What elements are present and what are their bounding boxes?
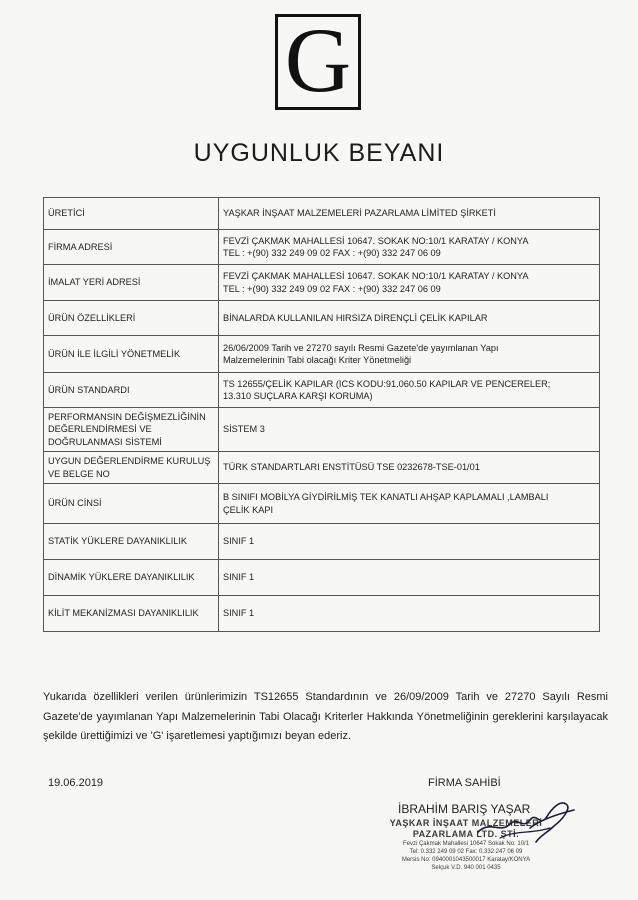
spec-value-line: SINIF 1 bbox=[223, 608, 255, 619]
spec-row-label: UYGUN DEĞERLENDİRME KURULUŞ VE BELGE NO bbox=[44, 452, 219, 484]
spec-row-label: ÜRÜN İLE İLGİLİ YÖNETMELİK bbox=[44, 336, 219, 373]
signer-name: İBRAHİM BARIŞ YAŞAR bbox=[398, 802, 531, 816]
company-owner-label: FİRMA SAHİBİ bbox=[428, 777, 501, 789]
spec-row-value bbox=[219, 484, 600, 524]
spec-row-value bbox=[219, 596, 600, 632]
spec-row-label: PERFORMANSIN DEĞİŞMEZLİĞİNİN DEĞERLENDİRMESİ VE DOĞRULANMASI SİSTEMİ bbox=[44, 408, 219, 452]
spec-row-value bbox=[219, 373, 600, 408]
spec-row bbox=[44, 336, 600, 373]
spec-row bbox=[44, 596, 600, 632]
stamp-line-5: Mersis No: 0940001043500017 Karatay/KONYA bbox=[401, 857, 531, 863]
spec-value-line: 26/06/2009 Tarih ve 27270 sayılı Resmi Gazete'de yayımlanan Yapı bbox=[223, 342, 499, 353]
handwritten-signature bbox=[470, 790, 580, 850]
declaration-date: 19.06.2019 bbox=[48, 777, 104, 789]
spec-row-value bbox=[219, 524, 600, 560]
spec-row-label: ÜRÜN STANDARDI bbox=[44, 373, 219, 408]
spec-row-label: ÜRÜN ÖZELLİKLERİ bbox=[44, 301, 219, 336]
spec-value-line: SİSTEM 3 bbox=[223, 424, 265, 435]
spec-value-line: SINIF 1 bbox=[223, 536, 255, 547]
stamp-line-2: PAZARLAMA LTD. ŞTİ. bbox=[412, 829, 520, 839]
spec-row bbox=[44, 560, 600, 596]
spec-row bbox=[44, 198, 600, 230]
spec-value-line: TS 12655/ÇELİK KAPILAR (ICS KODU:91.060.50 KAPILAR VE PENCERELER; bbox=[223, 378, 551, 389]
spec-value-line: SINIF 1 bbox=[223, 572, 255, 583]
spec-value-line: BİNALARDA KULLANILAN HIRSIZA DİRENÇLİ ÇELİK KAPILAR bbox=[223, 312, 488, 323]
stamp-line-3: Fevzi Çakmak Mahallesi 10647 Sokak No: 10/1 bbox=[402, 841, 530, 847]
spec-value-line: TEL : +(90) 332 249 09 02 FAX : +(90) 332 247 06 09 bbox=[223, 283, 441, 294]
stamp-line-1: YAŞKAR İNŞAAT MALZEMELERİ bbox=[389, 818, 543, 828]
stamp-line-6: Selçuk V.D. 940 001 0435 bbox=[431, 865, 501, 871]
spec-row bbox=[44, 452, 600, 484]
spec-row bbox=[44, 524, 600, 560]
spec-row bbox=[44, 408, 600, 452]
spec-row-label: KİLİT MEKANİZMASI DAYANIKLILIK bbox=[44, 596, 219, 632]
specification-table bbox=[43, 197, 600, 632]
spec-value-line: TÜRK STANDARTLARI ENSTİTÜSÜ TSE 0232678-TSE-01/01 bbox=[223, 462, 480, 473]
spec-row-label: ÜRÜN CİNSİ bbox=[44, 484, 219, 524]
g-mark-logo bbox=[275, 9, 361, 111]
spec-row-value bbox=[219, 336, 600, 373]
spec-row-value bbox=[219, 198, 600, 230]
spec-row-value bbox=[219, 265, 600, 301]
spec-row-label: STATİK YÜKLERE DAYANIKLILIK bbox=[44, 524, 219, 560]
spec-row-label: FİRMA ADRESİ bbox=[44, 230, 219, 265]
spec-row bbox=[44, 301, 600, 336]
spec-value-line: Malzemelerinin Tabi olacağı Kriter Yönetmeliği bbox=[223, 355, 412, 365]
spec-value-line: B SINIFI MOBİLYA GİYDİRİLMİŞ TEK KANATLI AHŞAP KAPLAMALI ,LAMBALI bbox=[223, 492, 549, 502]
g-mark-letter: G bbox=[284, 9, 352, 111]
spec-row-value bbox=[219, 408, 600, 452]
spec-value-line: FEVZİ ÇAKMAK MAHALLESİ 10647. SOKAK NO:10/1 KARATAY / KONYA bbox=[223, 271, 529, 281]
spec-value-line: 13.310 SUÇLARA KARŞI KORUMA) bbox=[223, 391, 373, 401]
spec-row-value bbox=[219, 452, 600, 484]
spec-row bbox=[44, 373, 600, 408]
spec-value-line: FEVZİ ÇAKMAK MAHALLESİ 10647. SOKAK NO:10/1 KARATAY / KONYA bbox=[223, 235, 529, 246]
spec-value-line: YAŞKAR İNŞAAT MALZEMELERİ PAZARLAMA LİMİTED ŞİRKETİ bbox=[223, 208, 496, 219]
spec-row-value bbox=[219, 301, 600, 336]
spec-value-line: ÇELİK KAPI bbox=[223, 504, 274, 515]
spec-row-value bbox=[219, 560, 600, 596]
declaration-paragraph: Yukarıda özellikleri verilen ürünlerimizin TS12655 Standardının ve 26/09/2009 Tarih ve 27270 Sayılı Resmi Gazete'de yayımlanan Yapı Malzemelerinin Tabi Olacağı Kriterler Hakkında Yönetmeliğinin gereklerini karşılayacak şekilde ürettiğimizi ve 'G' işaretlemesi yaptığımızı beyan ederiz. bbox=[43, 691, 608, 742]
spec-row-label: DİNAMİK YÜKLERE DAYANIKLILIK bbox=[44, 560, 219, 596]
spec-row-value bbox=[219, 230, 600, 265]
stamp-line-4: Tel: 0.332 249 09 02 Fax: 0.332 247 06 09 bbox=[409, 849, 523, 855]
document-title: UYGUNLUK BEYANI bbox=[193, 139, 445, 167]
spec-row bbox=[44, 230, 600, 265]
spec-value-line: TEL : +(90) 332 249 09 02 FAX : +(90) 332 247 06 09 bbox=[223, 248, 441, 258]
spec-row bbox=[44, 265, 600, 301]
spec-row bbox=[44, 484, 600, 524]
spec-row-label: İMALAT YERİ ADRESİ bbox=[44, 265, 219, 301]
spec-row-label: ÜRETİCİ bbox=[44, 198, 219, 230]
